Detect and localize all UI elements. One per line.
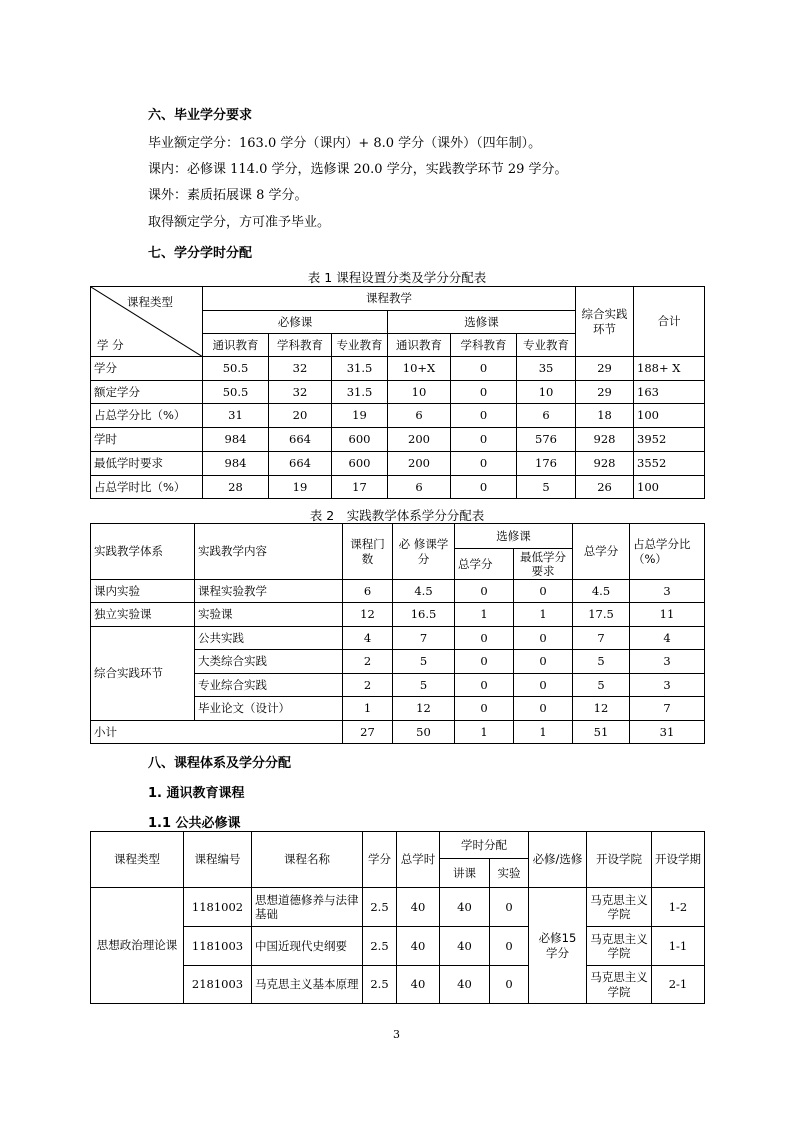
corner-top-label: 课程类型 (127, 295, 173, 309)
cell: 35 (517, 357, 576, 381)
cell: 中国近现代史纲要 (252, 927, 363, 966)
cell: 3552 (634, 452, 705, 476)
cell: 100 (634, 404, 705, 428)
cell: 51 (573, 721, 630, 744)
cell: 12 (573, 697, 630, 721)
h-name: 课程名称 (252, 832, 363, 888)
cell: 0 (455, 627, 514, 650)
cell: 6 (388, 476, 451, 499)
cell: 600 (332, 428, 388, 452)
cell: 公共实践 (195, 627, 343, 650)
cell: 0 (451, 476, 517, 499)
page-number: 3 (393, 1028, 400, 1041)
cell: 5 (573, 650, 630, 674)
section8-title: 八、课程体系及学分分配 (148, 756, 292, 771)
cell: 12 (343, 603, 393, 627)
cell: 5 (393, 650, 455, 674)
cell: 0 (455, 580, 514, 603)
cell: 26 (576, 476, 634, 499)
cell: 50.5 (203, 381, 269, 404)
h-min-credit: 最低学分要求 (514, 549, 573, 580)
paragraph-line: 毕业额定学分：163.0 学分（课内）+ 8.0 学分（课外）（四年制）。 (148, 136, 542, 151)
row-label: 占总学时比（%） (91, 476, 203, 499)
cell: 马克思主义学院 (587, 888, 652, 927)
cell: 毕业论文（设计） (195, 697, 343, 721)
cell: 0 (490, 888, 529, 927)
cell: 0 (451, 428, 517, 452)
row-label: 学时 (91, 428, 203, 452)
cell: 专业综合实践 (195, 674, 343, 697)
group-label: 综合实践环节 (91, 627, 195, 721)
row-label: 占总学分比（%） (91, 404, 203, 428)
cell: 5 (393, 674, 455, 697)
paragraph-line: 课内：必修课 114.0 学分，选修课 20.0 学分，实践教学环节 29 学分。 (148, 162, 568, 177)
section6-title: 六、毕业学分要求 (148, 108, 253, 123)
cell: 16.5 (393, 603, 455, 627)
cell: 12 (393, 697, 455, 721)
cell: 马克思主义学院 (587, 966, 652, 1004)
cell: 28 (203, 476, 269, 499)
h-content: 实践教学内容 (195, 524, 343, 580)
sub-header: 学科教育 (269, 334, 332, 357)
practice-header: 综合实践环节 (576, 287, 634, 357)
cell: 实验课 (195, 603, 343, 627)
cell: 0 (514, 674, 573, 697)
h-lab: 实验 (490, 859, 529, 888)
cell: 0 (451, 404, 517, 428)
h-system: 实践教学体系 (91, 524, 195, 580)
cell: 29 (576, 381, 634, 404)
cell: 20 (269, 404, 332, 428)
cell: 0 (490, 927, 529, 966)
cell: 5 (573, 674, 630, 697)
cell: 独立实验课 (91, 603, 195, 627)
cell: 4.5 (393, 580, 455, 603)
sub-header: 专业教育 (332, 334, 388, 357)
paragraph-line: 取得额定学分，方可准予毕业。 (148, 215, 331, 230)
cell: 10+X (388, 357, 451, 381)
cell: 7 (573, 627, 630, 650)
cell: 50.5 (203, 357, 269, 381)
cell: 40 (397, 888, 440, 927)
cell: 50 (393, 721, 455, 744)
subsection11-title: 1.1 公共必修课 (148, 816, 241, 831)
cell: 3952 (634, 428, 705, 452)
h-type: 课程类型 (91, 832, 184, 888)
table-row (91, 452, 705, 476)
cell: 0 (451, 357, 517, 381)
cell: 19 (332, 404, 388, 428)
cell: 100 (634, 476, 705, 499)
cell: 2.5 (363, 888, 397, 927)
cell: 思想道德修养与法律基础 (252, 888, 363, 927)
cell: 大类综合实践 (195, 650, 343, 674)
cell: 176 (517, 452, 576, 476)
cell: 984 (203, 428, 269, 452)
cell: 17.5 (573, 603, 630, 627)
cell: 3 (630, 650, 705, 674)
table2 (90, 523, 705, 744)
paragraph-line: 课外：素质拓展课 8 学分。 (148, 188, 308, 203)
cell: 19 (269, 476, 332, 499)
cell: 0 (455, 697, 514, 721)
cell: 2 (343, 650, 393, 674)
cell: 1-1 (652, 927, 705, 966)
table3 (90, 831, 705, 1004)
table-row (91, 721, 705, 744)
cell: 1 (514, 721, 573, 744)
required-credits: 必修15 学分 (529, 888, 587, 1004)
cell: 27 (343, 721, 393, 744)
h-courses: 课程门数 (343, 524, 393, 580)
cell: 32 (269, 381, 332, 404)
cell: 6 (343, 580, 393, 603)
cell: 0 (455, 650, 514, 674)
cell: 1 (343, 697, 393, 721)
cell: 200 (388, 428, 451, 452)
table-row (91, 404, 705, 428)
h-credit: 学分 (363, 832, 397, 888)
sub-header: 学科教育 (451, 334, 517, 357)
elective-header: 选修课 (388, 311, 576, 334)
course-teaching-header: 课程教学 (203, 287, 576, 311)
table-row (91, 888, 705, 927)
table1 (90, 286, 705, 499)
sub-header: 专业教育 (517, 334, 576, 357)
cell: 664 (269, 452, 332, 476)
cell: 2-1 (652, 966, 705, 1004)
cell: 0 (514, 580, 573, 603)
cell: 1 (514, 603, 573, 627)
cell: 2181003 (184, 966, 252, 1004)
cell: 2.5 (363, 927, 397, 966)
cell: 4.5 (573, 580, 630, 603)
cell: 18 (576, 404, 634, 428)
table-row (91, 966, 705, 1004)
h-required: 必 修课学分 (393, 524, 455, 580)
cell: 40 (440, 888, 490, 927)
row-label: 最低学时要求 (91, 452, 203, 476)
cell: 10 (517, 381, 576, 404)
cell: 188+ X (634, 357, 705, 381)
cell: 马克思主义基本原理 (252, 966, 363, 1004)
cell: 29 (576, 357, 634, 381)
cell: 200 (388, 452, 451, 476)
cell: 2 (343, 674, 393, 697)
section7-title: 七、学分学时分配 (148, 246, 253, 261)
cell: 6 (517, 404, 576, 428)
h-term: 开设学期 (652, 832, 705, 888)
h-code: 课程编号 (184, 832, 252, 888)
cell: 0 (455, 674, 514, 697)
cell: 7 (393, 627, 455, 650)
table-row (91, 476, 705, 499)
subsection1-title: 1. 通识教育课程 (148, 786, 245, 801)
table-row (91, 357, 705, 381)
cell: 40 (440, 927, 490, 966)
cell: 40 (440, 966, 490, 1004)
cell: 31 (203, 404, 269, 428)
cell: 10 (388, 381, 451, 404)
cell: 40 (397, 966, 440, 1004)
cell: 984 (203, 452, 269, 476)
cell: 11 (630, 603, 705, 627)
required-header: 必修课 (203, 311, 388, 334)
cell: 0 (490, 966, 529, 1004)
h-sum: 总学分 (573, 524, 630, 580)
cell: 1 (455, 603, 514, 627)
cell: 0 (514, 627, 573, 650)
cell: 1 (455, 721, 514, 744)
table-row (91, 603, 705, 627)
cell: 0 (514, 697, 573, 721)
cell: 3 (630, 674, 705, 697)
h-req: 必修/选修 (529, 832, 587, 888)
total-header: 合计 (634, 287, 705, 357)
cell: 32 (269, 357, 332, 381)
cell: 1-2 (652, 888, 705, 927)
cell: 0 (451, 452, 517, 476)
h-college: 开设学院 (587, 832, 652, 888)
h-elective: 选修课 (455, 524, 573, 549)
corner-bottom-label: 学 分 (97, 338, 124, 352)
cell: 31.5 (332, 381, 388, 404)
cell: 1181003 (184, 927, 252, 966)
cell: 163 (634, 381, 705, 404)
cell: 17 (332, 476, 388, 499)
cell: 928 (576, 428, 634, 452)
cell: 576 (517, 428, 576, 452)
h-hours: 总学时 (397, 832, 440, 888)
sub-header: 通识教育 (203, 334, 269, 357)
cell: 600 (332, 452, 388, 476)
cell: 664 (269, 428, 332, 452)
course-type: 思想政治理论课 (91, 888, 184, 1004)
cell: 2.5 (363, 966, 397, 1004)
cell: 课内实验 (91, 580, 195, 603)
cell: 4 (343, 627, 393, 650)
subtotal-label: 小计 (91, 721, 343, 744)
cell: 0 (514, 650, 573, 674)
h-lecture: 讲课 (440, 859, 490, 888)
table-row (91, 580, 705, 603)
cell: 40 (397, 927, 440, 966)
table-row (91, 381, 705, 404)
cell: 5 (517, 476, 576, 499)
cell: 1181002 (184, 888, 252, 927)
h-ratio: 占总学分比（%） (630, 524, 705, 580)
table1-caption: 表 1 课程设置分类及学分分配表 (307, 270, 487, 285)
row-label: 额定学分 (91, 381, 203, 404)
cell: 4 (630, 627, 705, 650)
cell: 31 (630, 721, 705, 744)
cell: 928 (576, 452, 634, 476)
row-label: 学分 (91, 357, 203, 381)
h-total-credit: 总学分 (455, 549, 514, 580)
sub-header: 通识教育 (388, 334, 451, 357)
cell: 0 (451, 381, 517, 404)
table2-caption: 表 2 实践教学体系学分分配表 (309, 508, 485, 523)
cell: 6 (388, 404, 451, 428)
table-row (91, 927, 705, 966)
cell: 31.5 (332, 357, 388, 381)
cell: 7 (630, 697, 705, 721)
table-row (91, 627, 705, 650)
h-dist: 学时分配 (440, 832, 529, 859)
cell: 马克思主义学院 (587, 927, 652, 966)
table1-corner-cell (91, 287, 203, 357)
cell: 3 (630, 580, 705, 603)
cell: 课程实验教学 (195, 580, 343, 603)
table-row (91, 428, 705, 452)
